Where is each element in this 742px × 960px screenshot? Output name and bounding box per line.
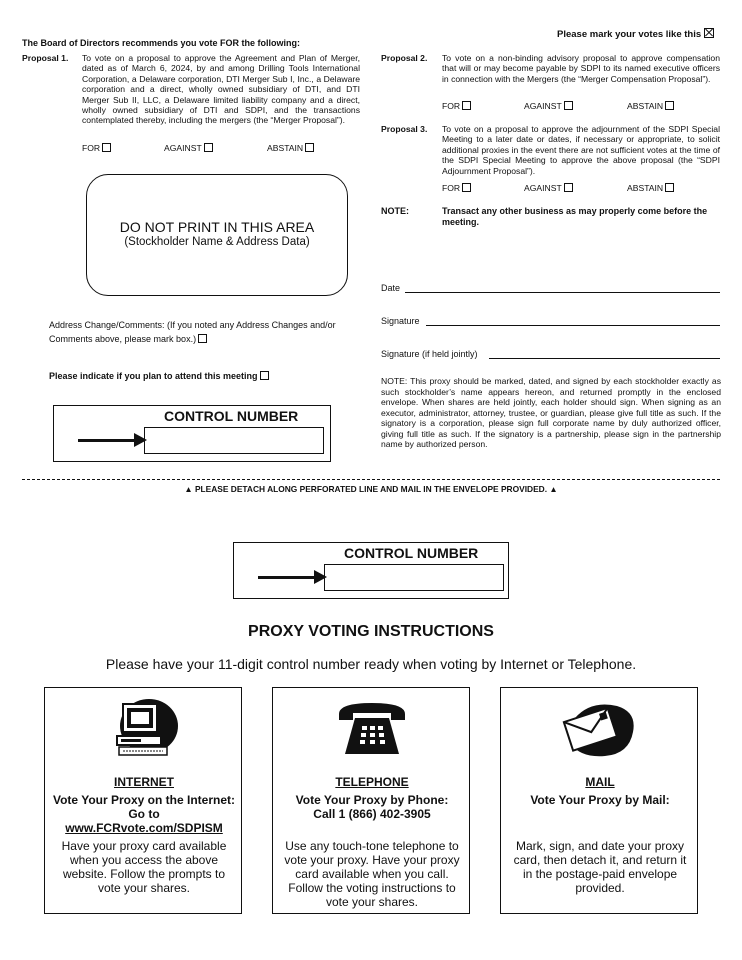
voting-instructions-title: PROXY VOTING INSTRUCTIONS <box>248 623 494 640</box>
arrow-head-icon <box>314 570 327 584</box>
proposal1-text: To vote on a proposal to approve the Agreement and Plan of Merger, dated as of March 6, 2024, by and among Drilling Tools International Corporation, a Delaware corporation, DTI Merger Sub I, Inc., a Delaware corporation and a direct, wholly owned subsidiary of DTI, and DTI Merger Sub II, LLC, a Delaware limited liability company and a direct, wholly owned subsidiary of DTI and SDPI, and the transactions contemplated thereby, including the mergers (the “Merger Proposal”). <box>82 53 360 126</box>
proposal2-text: To vote on a non-binding advisory proposal to approve compensation that will or may become payable by SDPI to its named executive officers in connection with the Mergers (the “Merger Compensation Proposal”). <box>442 53 720 84</box>
proposal3-against-option[interactable]: AGAINST <box>524 183 573 193</box>
note-label: NOTE: <box>381 206 409 216</box>
checkbox-icon[interactable] <box>462 183 471 192</box>
proposal3-for-option[interactable]: FOR <box>442 183 471 193</box>
control-number-field[interactable] <box>144 427 324 454</box>
note-text: Transact any other business as may properly come before the meeting. <box>442 206 708 227</box>
proposal2-label: Proposal 2. <box>381 53 428 63</box>
internet-voting-link[interactable]: www.FCRvote.com/SDPISM <box>65 821 223 835</box>
stockholder-address-area <box>86 174 348 296</box>
attend-meeting-option[interactable]: Please indicate if you plan to attend this meeting <box>49 371 269 381</box>
date-field[interactable] <box>405 292 720 293</box>
checkbox-icon[interactable] <box>665 101 674 110</box>
proposal1-abstain-option[interactable]: ABSTAIN <box>267 143 314 153</box>
proposal2-abstain-option[interactable]: ABSTAIN <box>627 101 674 111</box>
internet-card-heading: Vote Your Proxy on the Internet: <box>52 793 236 807</box>
address-change-option[interactable]: Address Change/Comments: (If you noted any Address Changes and/or Comments above, please mark box.) <box>49 320 336 344</box>
voting-instructions-subtitle: Please have your 11-digit control number ready when voting by Internet or Telephone. <box>105 656 637 672</box>
telephone-card-title: TELEPHONE <box>335 775 409 789</box>
mail-card-heading: Vote Your Proxy by Mail: <box>530 793 670 807</box>
proposal3-label: Proposal 3. <box>381 124 428 134</box>
checkbox-icon[interactable] <box>204 143 213 152</box>
checkbox-icon[interactable] <box>102 143 111 152</box>
telephone-card-heading: Vote Your Proxy by Phone: <box>295 793 449 807</box>
envelope-icon <box>561 698 639 760</box>
mail-card-text: Mark, sign, and date your proxy card, then detach it, and return it in the postage-paid envelope provided. <box>513 839 687 895</box>
internet-voting-card <box>44 687 242 914</box>
control-number-label: CONTROL NUMBER <box>164 408 299 424</box>
checkbox-icon[interactable] <box>305 143 314 152</box>
telephone-voting-card <box>272 687 470 914</box>
proposal1-for-option[interactable]: FOR <box>82 143 111 153</box>
signature-label: Signature <box>381 316 420 326</box>
proxy-signing-note: NOTE: This proxy should be marked, dated, and signed by each stockholder exactly as such stockholder’s name appears hereon, and returned promptly in the enclosed envelope. When shares are held jointly, each holder should sign. When signing as an executor, administrator, attorney, trustee, or guardian, please give full title as such. If the signatory is a corporation, please sign full corporate name by duly authorized officer, giving full title as such. If the signatory is a partnership, please sign in the partnership name by authorized person. <box>381 376 721 449</box>
telephone-icon <box>335 700 409 758</box>
control-number-box-top <box>53 405 331 462</box>
mail-voting-card <box>500 687 698 914</box>
checkbox-icon[interactable] <box>260 371 269 380</box>
checkbox-icon[interactable] <box>564 183 573 192</box>
telephone-card-text: Use any touch-tone telephone to vote your proxy. Have your proxy card available when you call. Follow the voting instructions to vote your shares. <box>284 839 460 909</box>
control-number-box-bottom <box>233 542 509 599</box>
proposal1-label: Proposal 1. <box>22 53 69 63</box>
address-area-subtitle: (Stockholder Name & Address Data) <box>124 236 310 248</box>
signature-field[interactable] <box>426 325 720 326</box>
address-area-title: DO NOT PRINT IN THIS AREA <box>119 219 315 235</box>
checked-box-icon <box>704 28 714 38</box>
board-recommends-heading: The Board of Directors recommends you vote FOR the following: <box>22 38 301 48</box>
computer-icon <box>109 698 179 758</box>
internet-card-goto: Go to <box>128 807 160 821</box>
internet-card-text: Have your proxy card available when you access the above website. Follow the prompts to vote your shares. <box>61 839 227 895</box>
control-number-field[interactable] <box>324 564 504 591</box>
control-number-label: CONTROL NUMBER <box>344 545 479 561</box>
checkbox-icon[interactable] <box>198 334 207 343</box>
proposal2-for-option[interactable]: FOR <box>442 101 471 111</box>
proposal3-abstain-option[interactable]: ABSTAIN <box>627 183 674 193</box>
internet-card-title: INTERNET <box>114 775 174 789</box>
mark-votes-instruction: Please mark your votes like this <box>557 28 714 40</box>
mail-card-title: MAIL <box>585 775 615 789</box>
detach-instruction: ▲ PLEASE DETACH ALONG PERFORATED LINE AND MAIL IN THE ENVELOPE PROVIDED. ▲ <box>184 484 558 494</box>
perforated-line <box>22 479 720 480</box>
proposal2-against-option[interactable]: AGAINST <box>524 101 573 111</box>
proposal1-against-option[interactable]: AGAINST <box>164 143 213 153</box>
joint-signature-field[interactable] <box>489 358 720 359</box>
arrow-head-icon <box>134 433 147 447</box>
proposal3-text: To vote on a proposal to approve the adjournment of the SDPI Special Meeting to a later date or dates, if necessary or appropriate, to solicit additional proxies in the event there are not sufficient votes at the time of the SDPI Special Meeting to approve the above proposal (the “SDPI Adjournment Proposal”). <box>442 124 720 176</box>
arrow-icon <box>78 439 138 442</box>
arrow-icon <box>258 576 318 579</box>
checkbox-icon[interactable] <box>462 101 471 110</box>
telephone-number[interactable]: Call 1 (866) 402-3905 <box>313 807 431 821</box>
checkbox-icon[interactable] <box>564 101 573 110</box>
checkbox-icon[interactable] <box>665 183 674 192</box>
joint-signature-label: Signature (if held jointly) <box>381 349 478 359</box>
date-label: Date <box>381 283 401 293</box>
